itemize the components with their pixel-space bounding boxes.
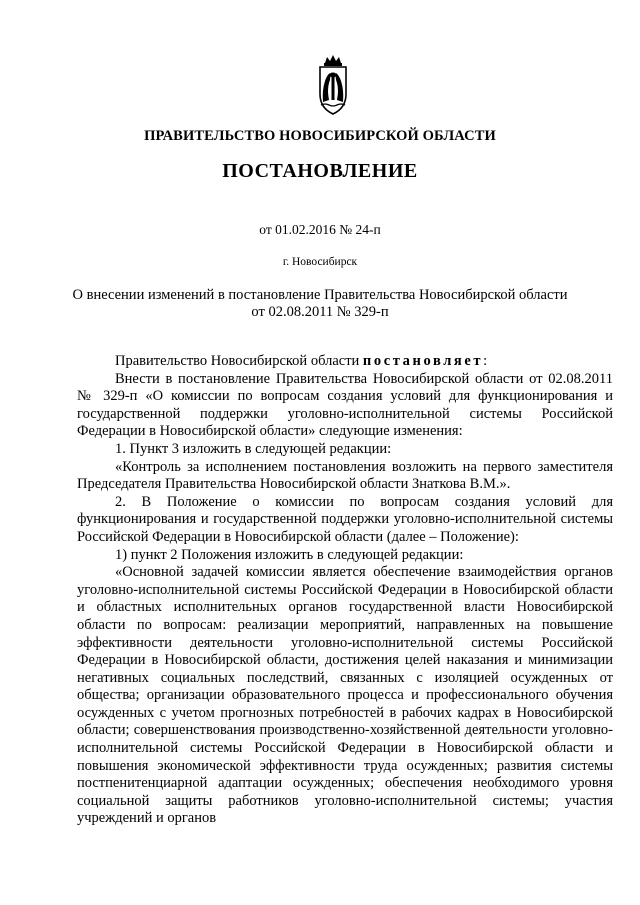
paragraph-2: 1. Пункт 3 изложить в следующей редакции: [115, 440, 392, 457]
intro-paragraph [77, 353, 613, 371]
document-subject [0, 287, 640, 321]
intro-prefix: Правительство Новосибирской области [115, 353, 363, 369]
paragraph-1: Внести в постановление Правительства Новосибирской области от 02.08.2011 № 329-п «О комиссии по вопросам создания условий для функционирования и государственной поддержки уголовно-исполнительной системы Российской Федерации в Новосибирской области» следующие изменения: [77, 370, 613, 440]
paragraph-4: 2. В Положение о комиссии по вопросам создания условий для функционирования и государственной поддержки уголовно-исполнительной системы Российской Федерации в Новосибирской области (далее – Положение): [77, 493, 613, 545]
paragraph-5: 1) пункт 2 Положения изложить в следующей редакции: [115, 546, 464, 563]
document-body [77, 353, 613, 828]
paragraph-3: «Контроль за исполнением постановления возложить на первого заместителя Председателя Правительства Новосибирской области Знаткова В.М.». [77, 458, 613, 493]
subject-line-2: от 02.08.2011 № 329-п [251, 304, 389, 320]
date-number: от 01.02.2016 № 24-п [259, 222, 381, 237]
intro-suffix: : [483, 353, 488, 369]
coat-of-arms-icon [311, 54, 355, 116]
authority-title: ПРАВИТЕЛЬСТВО НОВОСИБИРСКОЙ ОБЛАСТИ [144, 128, 496, 144]
subject-line-1: О внесении изменений в постановление Правительства Новосибирской области [72, 287, 568, 303]
paragraph-6: «Основной задачей комиссии является обеспечение взаимодействия органов уголовно-исполнительной системы Российской Федерации в Новосибирской области и областных исполнительных органов государственной власти Новосибирской области по вопросам: реализации мероприятий, направленных на повышение эффективности деятельности уголовно-исполнительной системы Российской Федерации в Новосибирской области, достижения целей наказания и минимизации негативных социальных последствий, связанных с изоляцией осужденных от общества; организации образовательного процесса и профессионального обучения осужденных с учетом прогнозных потребностей в рабочих кадрах в Новосибирской области; совершенствования производственно-хозяйственной деятельности уголовно-исполнительной системы Российской Федерации в Новосибирской области и повышения экономической эффективности труда осужденных; развития системы постпенитенциарной адаптации осужденных; обеспечения необходимого уровня социальной защиты работников уголовно-исполнительной системы; участия учреждений и органов [77, 564, 613, 827]
intro-verb: постановляет [362, 353, 484, 369]
city: г. Новосибирск [282, 256, 358, 268]
document-type: ПОСТАНОВЛЕНИЕ [222, 160, 418, 182]
